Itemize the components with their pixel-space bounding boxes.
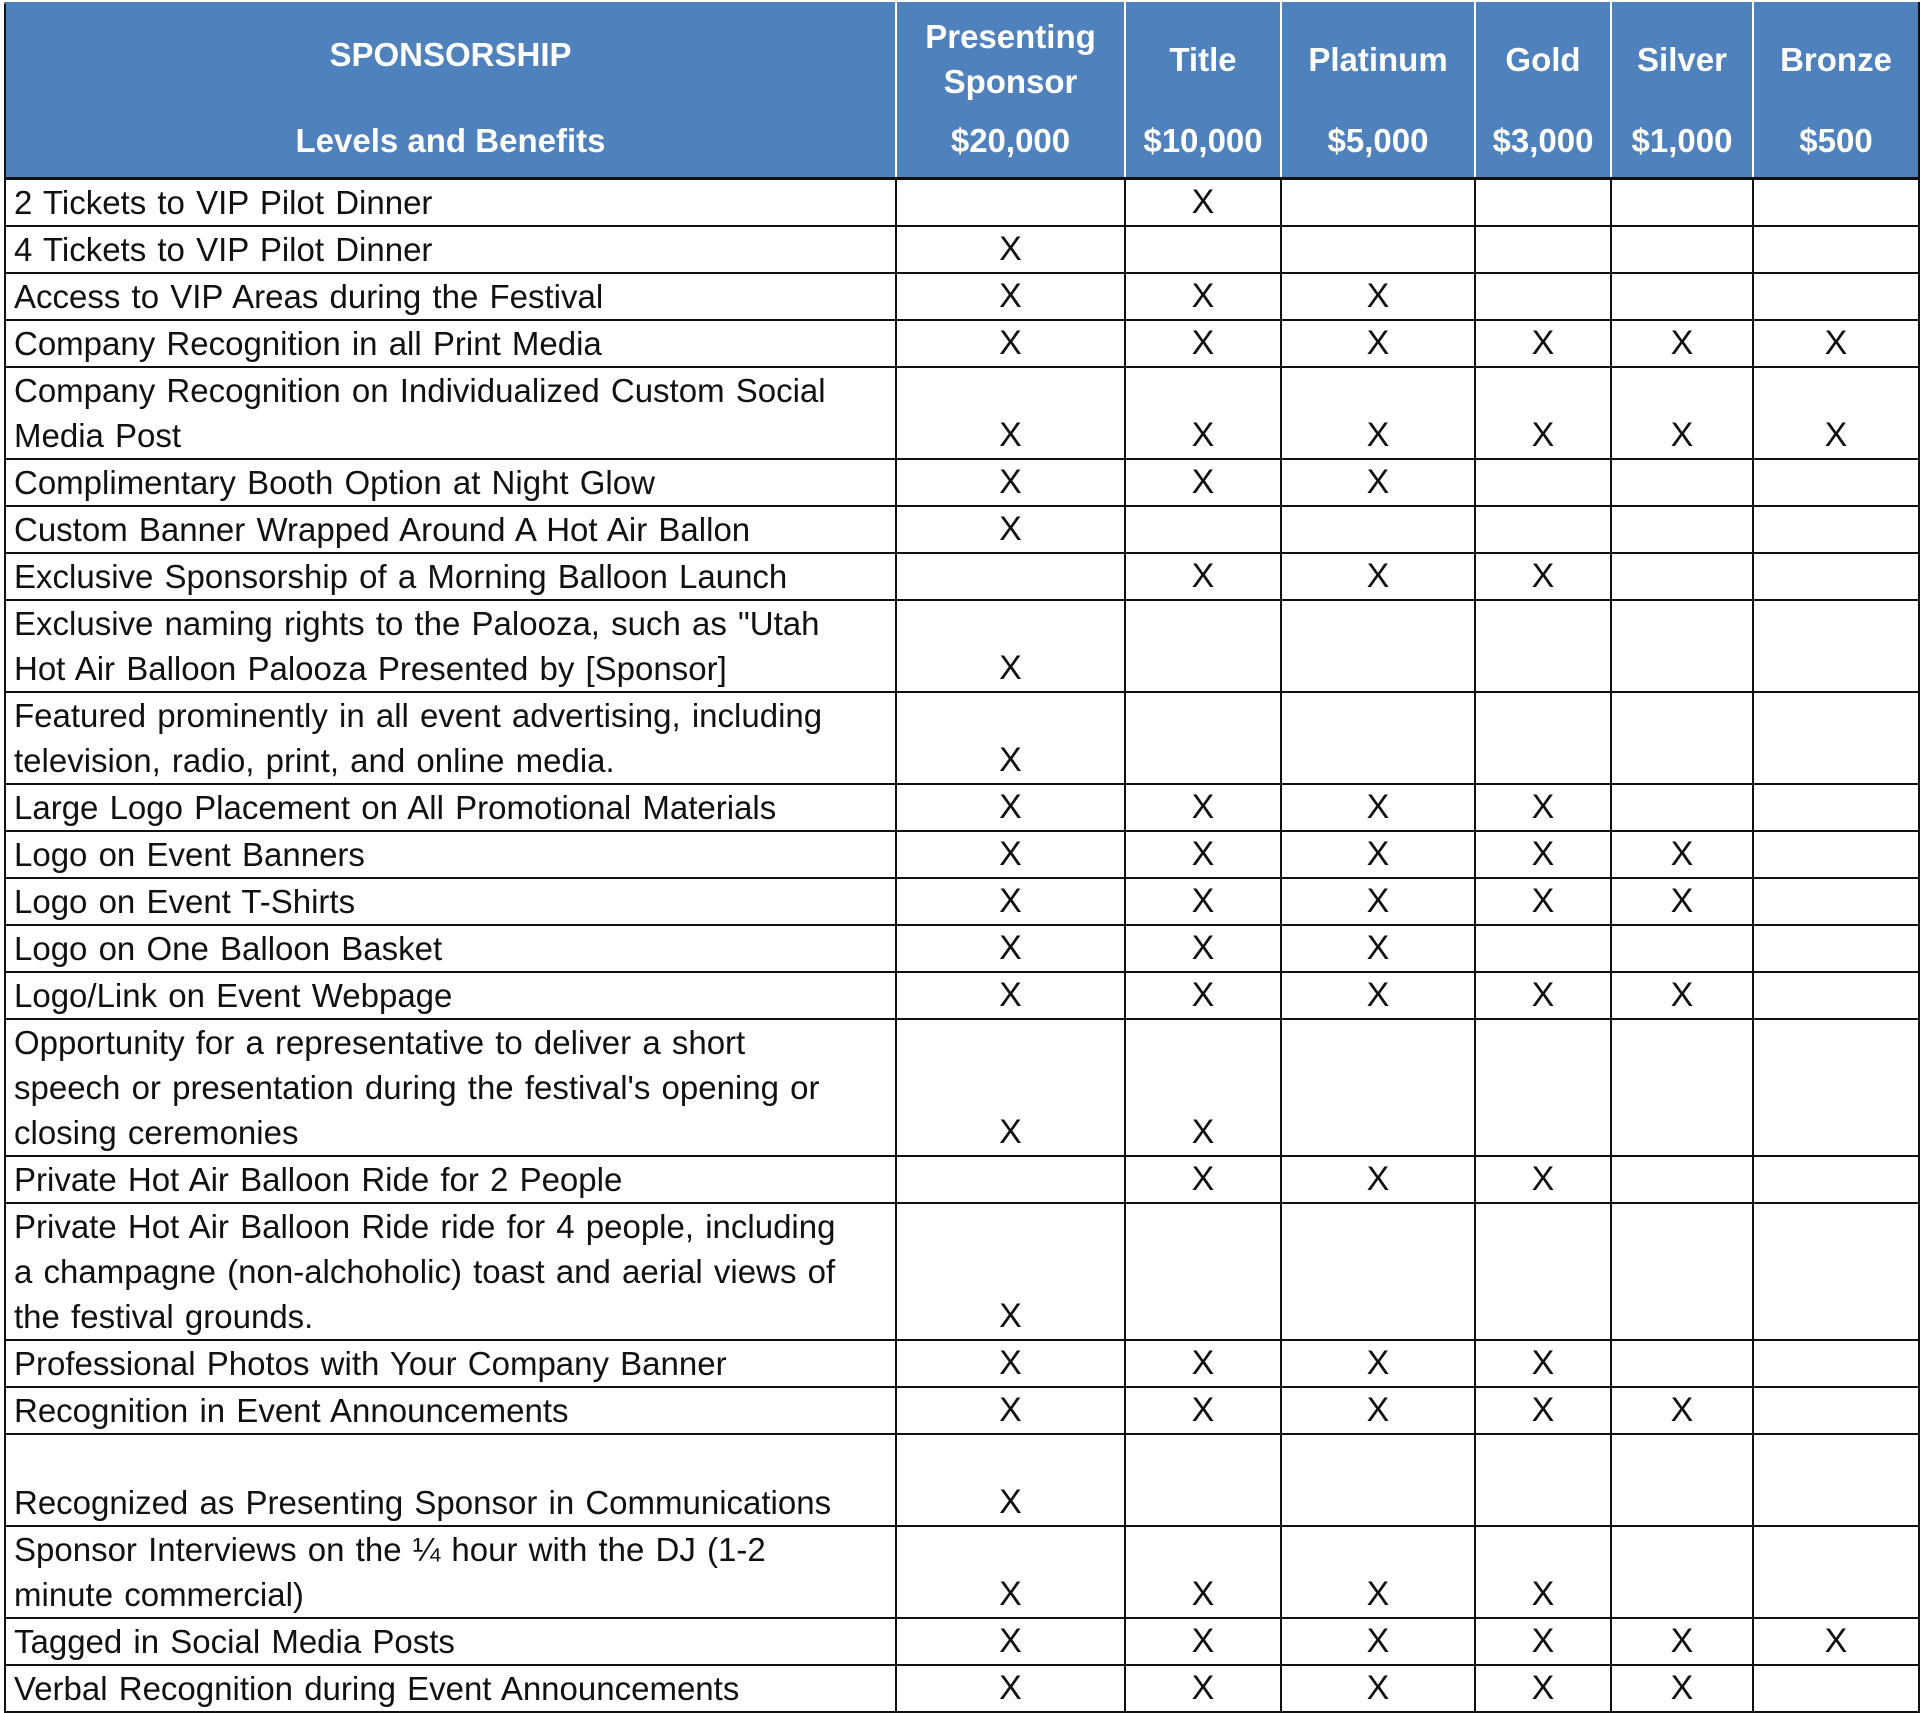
- benefit-label: Access to VIP Areas during the Festival: [5, 273, 896, 320]
- table-row: [5, 1434, 1919, 1526]
- benefit-mark-cell: [1611, 273, 1753, 320]
- benefit-mark-cell: X: [896, 600, 1125, 692]
- benefit-mark-cell: X: [1475, 1665, 1611, 1712]
- benefit-mark-cell: X: [1475, 784, 1611, 831]
- benefit-mark-cell: X: [1125, 784, 1281, 831]
- benefit-label: 4 Tickets to VIP Pilot Dinner: [5, 226, 896, 273]
- level-header-bronze: [1753, 3, 1919, 179]
- benefit-mark-cell: X: [1125, 1340, 1281, 1387]
- benefit-label: Company Recognition in all Print Media: [5, 320, 896, 367]
- benefit-label: Recognition in Event Announcements: [5, 1387, 896, 1434]
- benefit-mark-cell: [1475, 179, 1611, 227]
- benefit-label: Sponsor Interviews on the ¼ hour with the DJ (1-2 minute commercial): [5, 1526, 896, 1618]
- sponsorship-table: [4, 2, 1920, 1713]
- benefit-label: Private Hot Air Balloon Ride for 2 People: [5, 1156, 896, 1203]
- benefit-mark-cell: X: [896, 831, 1125, 878]
- benefit-mark-cell: X: [1281, 784, 1475, 831]
- table-row: [5, 1156, 1919, 1203]
- benefits-body: [5, 179, 1919, 1713]
- benefit-mark-cell: X: [896, 367, 1125, 459]
- benefit-mark-cell: X: [1611, 831, 1753, 878]
- benefit-mark-cell: X: [1753, 367, 1919, 459]
- level-price: $5,000: [1327, 122, 1429, 159]
- benefit-mark-cell: X: [1125, 459, 1281, 506]
- benefit-mark-cell: X: [1281, 1618, 1475, 1665]
- table-row: [5, 831, 1919, 878]
- benefit-mark-cell: [1753, 226, 1919, 273]
- benefit-mark-cell: X: [1125, 831, 1281, 878]
- level-price: $1,000: [1631, 122, 1733, 159]
- benefit-mark-cell: X: [1475, 972, 1611, 1019]
- benefit-mark-cell: [1753, 784, 1919, 831]
- level-name: Title: [1169, 40, 1237, 78]
- benefit-mark-cell: [1611, 1203, 1753, 1340]
- benefit-label: Custom Banner Wrapped Around A Hot Air Ballon: [5, 506, 896, 553]
- benefit-mark-cell: X: [1281, 925, 1475, 972]
- benefit-mark-cell: [1281, 1434, 1475, 1526]
- benefit-mark-cell: [1611, 1156, 1753, 1203]
- benefit-mark-cell: X: [1125, 1156, 1281, 1203]
- benefit-mark-cell: X: [1281, 1387, 1475, 1434]
- benefit-label: Opportunity for a representative to deliver a short speech or presentation during the festival's opening or closing ceremonies: [5, 1019, 896, 1156]
- benefit-mark-cell: [1611, 784, 1753, 831]
- benefit-mark-cell: X: [1125, 320, 1281, 367]
- table-row: [5, 1665, 1919, 1712]
- benefit-mark-cell: [1611, 553, 1753, 600]
- benefit-mark-cell: [1475, 1203, 1611, 1340]
- benefit-mark-cell: [1281, 692, 1475, 784]
- benefit-mark-cell: X: [896, 506, 1125, 553]
- benefit-mark-cell: [1753, 831, 1919, 878]
- benefit-mark-cell: X: [896, 878, 1125, 925]
- level-header-silver: [1611, 3, 1753, 179]
- header-row: [5, 3, 1919, 179]
- benefit-mark-cell: X: [1125, 1019, 1281, 1156]
- table-row: [5, 459, 1919, 506]
- table-row: [5, 553, 1919, 600]
- benefit-mark-cell: [1753, 506, 1919, 553]
- level-header-gold: [1475, 3, 1611, 179]
- benefit-mark-cell: X: [896, 784, 1125, 831]
- benefit-mark-cell: X: [896, 1203, 1125, 1340]
- benefit-label: Large Logo Placement on All Promotional Materials: [5, 784, 896, 831]
- benefit-mark-cell: X: [896, 1387, 1125, 1434]
- level-header-presenting: [896, 3, 1125, 179]
- benefit-mark-cell: [1611, 1340, 1753, 1387]
- benefit-mark-cell: X: [896, 459, 1125, 506]
- benefit-label: Company Recognition on Individualized Custom Social Media Post: [5, 367, 896, 459]
- table-row: [5, 226, 1919, 273]
- benefit-mark-cell: [1753, 273, 1919, 320]
- benefit-mark-cell: X: [1611, 320, 1753, 367]
- benefit-mark-cell: X: [1125, 972, 1281, 1019]
- benefit-mark-cell: X: [1281, 273, 1475, 320]
- benefit-label: Featured prominently in all event advertising, including television, radio, print, and online media.: [5, 692, 896, 784]
- level-name: Silver: [1637, 40, 1727, 78]
- benefit-mark-cell: [1475, 692, 1611, 784]
- benefit-mark-cell: X: [1281, 972, 1475, 1019]
- benefit-mark-cell: X: [1125, 179, 1281, 227]
- table-row: [5, 506, 1919, 553]
- benefit-mark-cell: X: [1475, 878, 1611, 925]
- benefit-mark-cell: [1475, 1434, 1611, 1526]
- benefit-label: Tagged in Social Media Posts: [5, 1618, 896, 1665]
- benefit-mark-cell: X: [1475, 1526, 1611, 1618]
- benefit-label: Logo on One Balloon Basket: [5, 925, 896, 972]
- benefit-mark-cell: [1475, 459, 1611, 506]
- table-row: [5, 1019, 1919, 1156]
- level-name: Platinum: [1308, 40, 1448, 78]
- benefit-mark-cell: X: [1611, 972, 1753, 1019]
- benefit-mark-cell: X: [1475, 1618, 1611, 1665]
- benefit-mark-cell: [896, 1156, 1125, 1203]
- benefit-mark-cell: [1611, 459, 1753, 506]
- benefit-mark-cell: X: [1125, 1526, 1281, 1618]
- benefit-mark-cell: [1753, 1156, 1919, 1203]
- benefit-mark-cell: [1611, 226, 1753, 273]
- benefit-label: Private Hot Air Balloon Ride ride for 4 people, including a champagne (non-alchoholic) toast and aerial views of the festival grounds.: [5, 1203, 896, 1340]
- benefit-mark-cell: [896, 553, 1125, 600]
- benefit-mark-cell: X: [1611, 1618, 1753, 1665]
- level-name: Gold: [1505, 40, 1581, 78]
- benefit-mark-cell: [1281, 600, 1475, 692]
- benefit-mark-cell: [1125, 226, 1281, 273]
- benefit-mark-cell: X: [1475, 367, 1611, 459]
- table-row: [5, 878, 1919, 925]
- table-row: [5, 600, 1919, 692]
- benefit-mark-cell: X: [1281, 1340, 1475, 1387]
- benefit-label: Logo on Event T-Shirts: [5, 878, 896, 925]
- table-row: [5, 320, 1919, 367]
- benefit-mark-cell: X: [1611, 1387, 1753, 1434]
- benefit-mark-cell: X: [1475, 553, 1611, 600]
- level-header-platinum: [1281, 3, 1475, 179]
- benefit-mark-cell: X: [896, 925, 1125, 972]
- benefit-mark-cell: X: [1125, 1665, 1281, 1712]
- benefit-mark-cell: X: [1611, 878, 1753, 925]
- benefit-mark-cell: X: [1125, 553, 1281, 600]
- benefit-mark-cell: [1753, 878, 1919, 925]
- benefit-mark-cell: [1125, 600, 1281, 692]
- benefit-mark-cell: [1475, 925, 1611, 972]
- benefit-mark-cell: X: [896, 1618, 1125, 1665]
- header-title-cell: [5, 3, 896, 179]
- benefit-mark-cell: [1753, 1526, 1919, 1618]
- benefit-mark-cell: [1753, 692, 1919, 784]
- level-price: $10,000: [1143, 122, 1263, 159]
- benefit-mark-cell: [1753, 925, 1919, 972]
- benefit-mark-cell: X: [1125, 878, 1281, 925]
- benefit-mark-cell: X: [1611, 1665, 1753, 1712]
- benefit-mark-cell: X: [1475, 320, 1611, 367]
- table-row: [5, 692, 1919, 784]
- table-row: [5, 1203, 1919, 1340]
- benefit-mark-cell: X: [1475, 1387, 1611, 1434]
- table-row: [5, 972, 1919, 1019]
- benefit-mark-cell: X: [1753, 1618, 1919, 1665]
- benefit-mark-cell: X: [1281, 367, 1475, 459]
- benefit-mark-cell: [1125, 1203, 1281, 1340]
- benefit-mark-cell: [1281, 1203, 1475, 1340]
- benefit-mark-cell: X: [896, 1526, 1125, 1618]
- benefit-mark-cell: X: [1125, 1387, 1281, 1434]
- benefit-mark-cell: [1753, 1203, 1919, 1340]
- benefit-label: Professional Photos with Your Company Banner: [5, 1340, 896, 1387]
- benefit-mark-cell: [1611, 1019, 1753, 1156]
- benefit-mark-cell: [1753, 553, 1919, 600]
- benefit-mark-cell: [1753, 1340, 1919, 1387]
- benefit-mark-cell: X: [1125, 367, 1281, 459]
- benefit-mark-cell: [1753, 459, 1919, 506]
- benefit-mark-cell: [1281, 506, 1475, 553]
- benefit-mark-cell: [1753, 179, 1919, 227]
- benefit-mark-cell: X: [896, 1434, 1125, 1526]
- benefit-label: Exclusive naming rights to the Palooza, such as "Utah Hot Air Balloon Palooza Presented by [Sponsor]: [5, 600, 896, 692]
- benefit-mark-cell: [1753, 1665, 1919, 1712]
- table-row: [5, 1526, 1919, 1618]
- level-price: $3,000: [1492, 122, 1594, 159]
- table-row: [5, 925, 1919, 972]
- benefit-label: Verbal Recognition during Event Announcements: [5, 1665, 896, 1712]
- benefit-mark-cell: [1753, 1387, 1919, 1434]
- benefit-mark-cell: [1475, 506, 1611, 553]
- benefit-mark-cell: [1281, 179, 1475, 227]
- benefit-mark-cell: [1125, 506, 1281, 553]
- benefit-mark-cell: [1611, 506, 1753, 553]
- benefit-mark-cell: [1611, 692, 1753, 784]
- benefit-mark-cell: [1281, 1019, 1475, 1156]
- table-row: [5, 1387, 1919, 1434]
- benefit-mark-cell: [1475, 1019, 1611, 1156]
- header-title: SPONSORSHIP: [329, 36, 572, 73]
- table-row: [5, 784, 1919, 831]
- benefit-mark-cell: X: [896, 1340, 1125, 1387]
- benefit-mark-cell: X: [1281, 1665, 1475, 1712]
- benefit-mark-cell: X: [1475, 831, 1611, 878]
- benefit-mark-cell: [1125, 1434, 1281, 1526]
- benefit-mark-cell: [1475, 226, 1611, 273]
- benefit-mark-cell: X: [896, 1665, 1125, 1712]
- benefit-mark-cell: X: [1281, 1526, 1475, 1618]
- benefit-mark-cell: [1611, 179, 1753, 227]
- benefit-mark-cell: [1753, 1019, 1919, 1156]
- level-price: $500: [1799, 122, 1873, 159]
- benefit-mark-cell: X: [1125, 1618, 1281, 1665]
- table-row: [5, 179, 1919, 227]
- table-row: [5, 367, 1919, 459]
- table-row: [5, 1340, 1919, 1387]
- benefit-label: Logo/Link on Event Webpage: [5, 972, 896, 1019]
- benefit-mark-cell: X: [1281, 320, 1475, 367]
- benefit-mark-cell: X: [1281, 553, 1475, 600]
- benefit-mark-cell: X: [1475, 1340, 1611, 1387]
- benefit-mark-cell: X: [1281, 831, 1475, 878]
- benefit-mark-cell: X: [896, 226, 1125, 273]
- benefit-mark-cell: [1753, 1434, 1919, 1526]
- benefit-mark-cell: [1611, 925, 1753, 972]
- benefit-mark-cell: X: [1281, 878, 1475, 925]
- benefit-mark-cell: [1475, 600, 1611, 692]
- benefit-mark-cell: [1475, 273, 1611, 320]
- benefit-label: Logo on Event Banners: [5, 831, 896, 878]
- benefit-label: Recognized as Presenting Sponsor in Communications: [5, 1434, 896, 1526]
- benefit-mark-cell: X: [1281, 1156, 1475, 1203]
- table-row: [5, 273, 1919, 320]
- benefit-mark-cell: [1125, 692, 1281, 784]
- level-header-title: [1125, 3, 1281, 179]
- benefit-mark-cell: [1281, 226, 1475, 273]
- benefit-mark-cell: [1753, 600, 1919, 692]
- benefit-mark-cell: X: [896, 972, 1125, 1019]
- benefit-label: 2 Tickets to VIP Pilot Dinner: [5, 179, 896, 227]
- benefit-label: Complimentary Booth Option at Night Glow: [5, 459, 896, 506]
- benefit-mark-cell: X: [1125, 925, 1281, 972]
- benefit-mark-cell: [1611, 1434, 1753, 1526]
- table-row: [5, 1618, 1919, 1665]
- benefit-mark-cell: [1753, 972, 1919, 1019]
- benefit-mark-cell: [1611, 600, 1753, 692]
- level-price: $20,000: [950, 122, 1071, 159]
- benefit-mark-cell: [896, 179, 1125, 227]
- benefit-label: Exclusive Sponsorship of a Morning Balloon Launch: [5, 553, 896, 600]
- benefit-mark-cell: X: [1611, 367, 1753, 459]
- benefit-mark-cell: X: [1753, 320, 1919, 367]
- level-name: Bronze: [1780, 40, 1892, 78]
- benefit-mark-cell: X: [1475, 1156, 1611, 1203]
- benefit-mark-cell: X: [896, 692, 1125, 784]
- level-name: Presenting Sponsor: [925, 18, 1096, 100]
- benefit-mark-cell: [1611, 1526, 1753, 1618]
- benefit-mark-cell: X: [896, 1019, 1125, 1156]
- benefit-mark-cell: X: [896, 320, 1125, 367]
- header-subtitle: Levels and Benefits: [295, 122, 606, 159]
- benefit-mark-cell: X: [896, 273, 1125, 320]
- benefit-mark-cell: X: [1281, 459, 1475, 506]
- benefit-mark-cell: X: [1125, 273, 1281, 320]
